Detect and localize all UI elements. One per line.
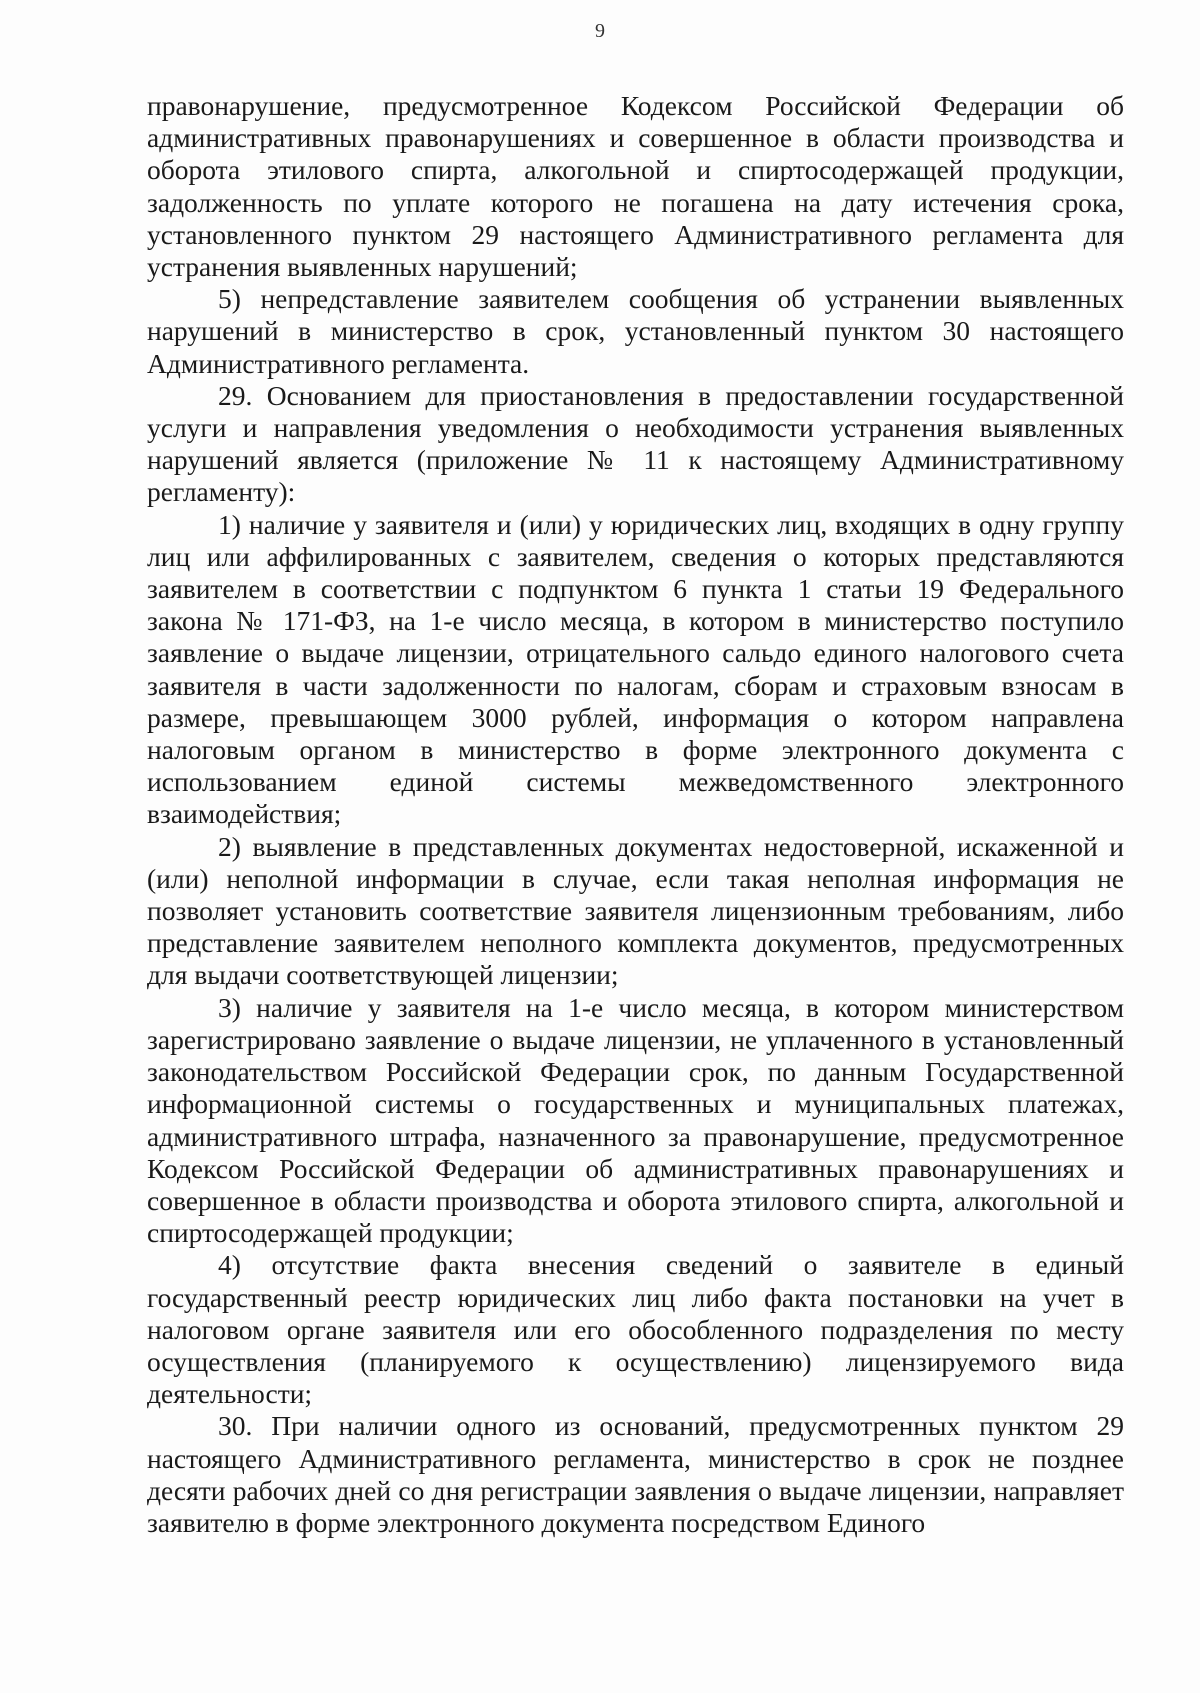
page-number: 9	[595, 20, 605, 42]
paragraph: 4) отсутствие факта внесения сведений о заявителе в единый государственный реестр юридических лиц либо факта постановки на учет в налоговом органе заявителя или его обособленного подразделения по месту осуществления (планируемого к осуществлению) лицензируемого вида деятельности;	[147, 1249, 1124, 1410]
document-body	[147, 90, 1124, 1539]
paragraph: 1) наличие у заявителя и (или) у юридических лиц, входящих в одну группу лиц или аффилированных с заявителем, сведения о которых представляются заявителем в соответствии с подпунктом 6 пункта 1 статьи 19 Федерального закона № 171-ФЗ, на 1-е число месяца, в котором в министерство поступило заявление о выдаче лицензии, отрицательного сальдо единого налогового счета заявителя в части задолженности по налогам, сборам и страховым взносам в размере, превышающем 3000 рублей, информация о котором направлена налоговым органом в министерство в форме электронного документа с использованием единой системы межведомственного электронного взаимодействия;	[147, 508, 1124, 830]
paragraph: 29. Основанием для приостановления в предоставлении государственной услуги и направления уведомления о необходимости устранения выявленных нарушений является (приложение № 11 к настоящему Административному регламенту):	[147, 379, 1124, 508]
paragraph: правонарушение, предусмотренное Кодексом Российской Федерации об административных правонарушениях и совершенное в области производства и оборота этилового спирта, алкогольной и спиртосодержащей продукции, задолженность по уплате которого не погашена на дату истечения срока, установленного пунктом 29 настоящего Административного регламента для устранения выявленных нарушений;	[147, 90, 1124, 283]
paragraph: 2) выявление в представленных документах недостоверной, искаженной и (или) неполной информации в случае, если такая неполная информация не позволяет установить соответствие заявителя лицензионным требованиям, либо представление заявителем неполного комплекта документов, предусмотренных для выдачи соответствующей лицензии;	[147, 830, 1124, 991]
paragraph: 5) непредставление заявителем сообщения об устранении выявленных нарушений в министерство в срок, установленный пунктом 30 настоящего Административного регламента.	[147, 283, 1124, 379]
paragraph: 3) наличие у заявителя на 1-е число месяца, в котором министерством зарегистрировано заявление о выдаче лицензии, не уплаченного в установленный законодательством Российской Федерации срок, по данным Государственной информационной системы о государственных и муниципальных платежах, административного штрафа, назначенного за правонарушение, предусмотренное Кодексом Российской Федерации об административных правонарушениях и совершенное в области производства и оборота этилового спирта, алкогольной и спиртосодержащей продукции;	[147, 991, 1124, 1249]
paragraph: 30. При наличии одного из оснований, предусмотренных пунктом 29 настоящего Административного регламента, министерство в срок не позднее десяти рабочих дней со дня регистрации заявления о выдаче лицензии, направляет заявителю в форме электронного документа посредством Единого	[147, 1410, 1124, 1538]
